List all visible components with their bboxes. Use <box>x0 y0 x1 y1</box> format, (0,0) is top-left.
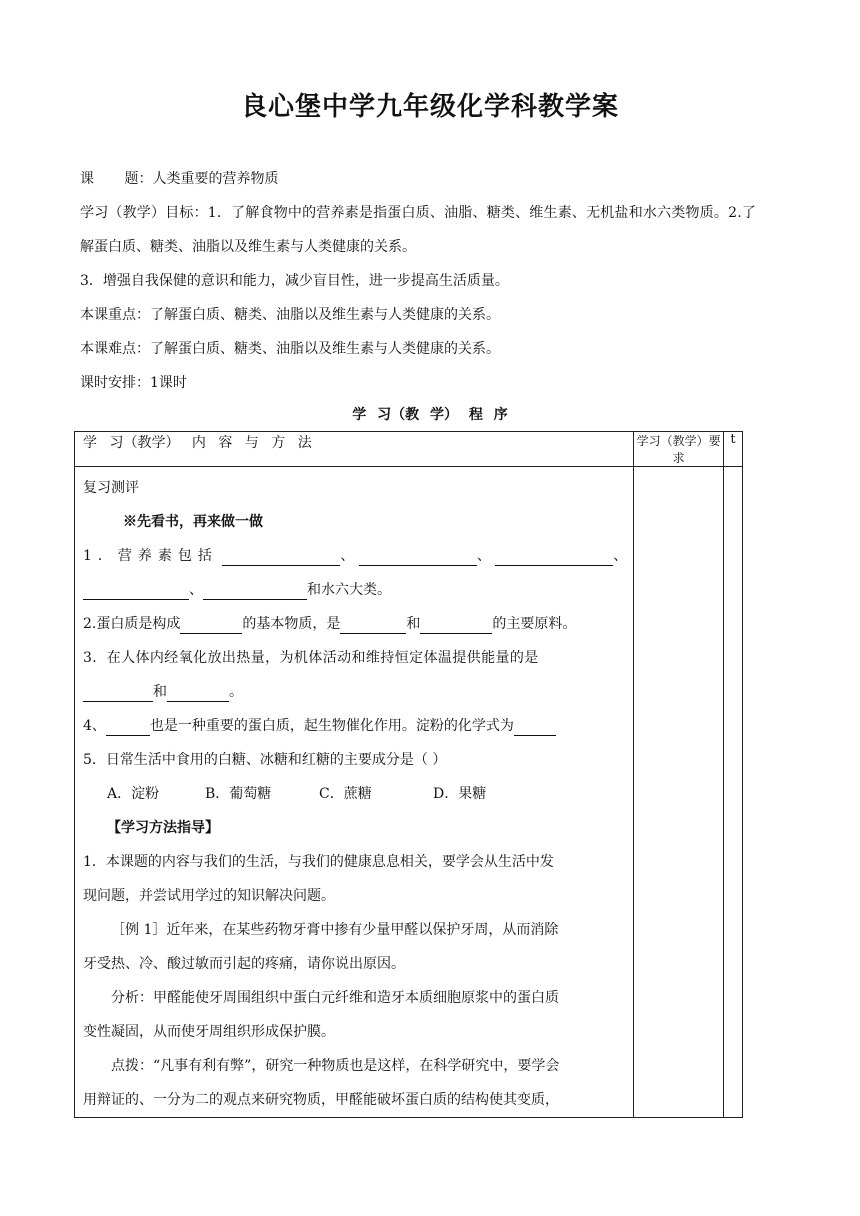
answer-blank[interactable] <box>106 717 150 736</box>
question-2-text: 的主要原料。 <box>492 616 577 632</box>
requirements-cell <box>634 467 724 1118</box>
section-title: 学 习（教 学） 程 序 <box>352 407 508 423</box>
question-1-line-1 <box>83 539 627 573</box>
example-1-line-2: 牙受热、冷、酸过敏而引起的疼痛，请你说出原因。 <box>83 956 405 972</box>
question-2-text: 和 <box>406 616 421 632</box>
question-1-end: 和水六大类。 <box>307 582 391 598</box>
question-5-options <box>83 777 627 811</box>
course-row <box>80 162 780 196</box>
answer-blank[interactable] <box>495 547 613 566</box>
answer-blank[interactable] <box>83 581 189 600</box>
page-title: 良心堡中学九年级化学科教学案 <box>240 92 619 122</box>
option-a[interactable]: A．淀粉 <box>107 786 160 802</box>
analysis-line-1: 分析：甲醛能使牙周围组织中蛋白元纤维和造牙本质细胞原浆中的蛋白质 <box>111 990 559 1006</box>
course-value: 人类重要的营养物质 <box>152 171 279 187</box>
answer-blank[interactable] <box>180 615 242 634</box>
content-cell <box>75 467 634 1118</box>
t-cell <box>723 467 742 1118</box>
answer-blank[interactable] <box>203 581 307 600</box>
lesson-meta <box>80 162 780 400</box>
header-requirements: 学习（教学）要求 <box>634 432 724 467</box>
example-1-line-1: ［例 1］近年来，在某些药物牙膏中掺有少量甲醛以保护牙周，从而消除 <box>111 922 559 938</box>
answer-blank[interactable] <box>359 547 477 566</box>
option-b[interactable]: B．葡萄糖 <box>205 786 272 802</box>
question-2-text: 2.蛋白质是构成 <box>83 616 181 632</box>
answer-blank[interactable] <box>514 717 556 736</box>
separator: 、 <box>613 548 628 564</box>
schedule: 课时安排：1课时 <box>80 375 187 391</box>
method-title: 【学习方法指导】 <box>107 820 219 836</box>
answer-blank[interactable] <box>340 615 406 634</box>
question-3-text: 。 <box>229 684 243 700</box>
answer-blank[interactable] <box>167 683 229 702</box>
question-4-text: 4、 <box>83 718 106 734</box>
hint-text: ※先看书，再来做一做 <box>123 514 263 530</box>
header-t: t <box>723 432 742 467</box>
question-2 <box>83 607 627 641</box>
question-3-line-2 <box>83 675 627 709</box>
separator: 、 <box>340 548 355 564</box>
method-1-line-2: 现问题，并尝试用学过的知识解决问题。 <box>83 888 335 904</box>
answer-blank[interactable] <box>83 683 153 702</box>
table-header-row <box>75 432 743 467</box>
key-point: 本课重点：了解蛋白质、糖类、油脂以及维生素与人类健康的关系。 <box>80 307 500 323</box>
goal-line-2: 解蛋白质、糖类、油脂以及维生素与人类健康的关系。 <box>80 239 416 255</box>
answer-blank[interactable] <box>420 615 492 634</box>
option-c[interactable]: C．蔗糖 <box>319 786 372 802</box>
question-4-text: 也是一种重要的蛋白质，起生物催化作用。淀粉的化学式为 <box>149 718 514 734</box>
question-4 <box>83 709 627 743</box>
option-d[interactable]: D．果糖 <box>433 786 487 802</box>
answer-blank[interactable] <box>222 547 340 566</box>
tip-line-1: 点拨：“凡事有利有弊”，研究一种物质也是这样，在科学研究中，要学会 <box>111 1058 560 1074</box>
course-label: 课 题： <box>80 171 153 187</box>
tip-line-2: 用辩证的、一分为二的观点来研究物质，甲醛能破坏蛋白质的结构使其变质， <box>83 1092 559 1108</box>
table-body-row <box>75 467 743 1118</box>
question-2-text: 的基本物质，是 <box>242 616 341 632</box>
difficult-point: 本课难点：了解蛋白质、糖类、油脂以及维生素与人类健康的关系。 <box>80 341 500 357</box>
separator: 、 <box>189 582 203 598</box>
question-5: 5．日常生活中食用的白糖、冰糖和红糖的主要成分是（ ） <box>83 752 447 768</box>
question-1-line-2 <box>83 573 627 607</box>
separator: 、 <box>476 548 491 564</box>
method-1-line-1: 1．本课题的内容与我们的生活，与我们的健康息息相关，要学会从生活中发 <box>83 854 554 870</box>
goal-line-1: 学习（教学）目标：1．了解食物中的营养素是指蛋白质、油脂、糖类、维生素、无机盐和水六类物质。2.了 <box>80 205 757 221</box>
question-1-text: 1．营养素包括 <box>83 548 218 564</box>
program-table <box>74 431 743 1118</box>
analysis-line-2: 变性凝固，从而使牙周组织形成保护膜。 <box>83 1024 335 1040</box>
review-heading: 复习测评 <box>83 480 139 496</box>
question-3-line-1: 3．在人体内经氧化放出热量，为机体活动和维持恒定体温提供能量的是 <box>83 650 539 666</box>
question-3-text: 和 <box>153 684 167 700</box>
goal-line-3: 3．增强自我保健的意识和能力，减少盲目性，进一步提高生活质量。 <box>80 273 509 289</box>
header-content-method: 学 习（教学） 内 容 与 方 法 <box>75 432 634 467</box>
